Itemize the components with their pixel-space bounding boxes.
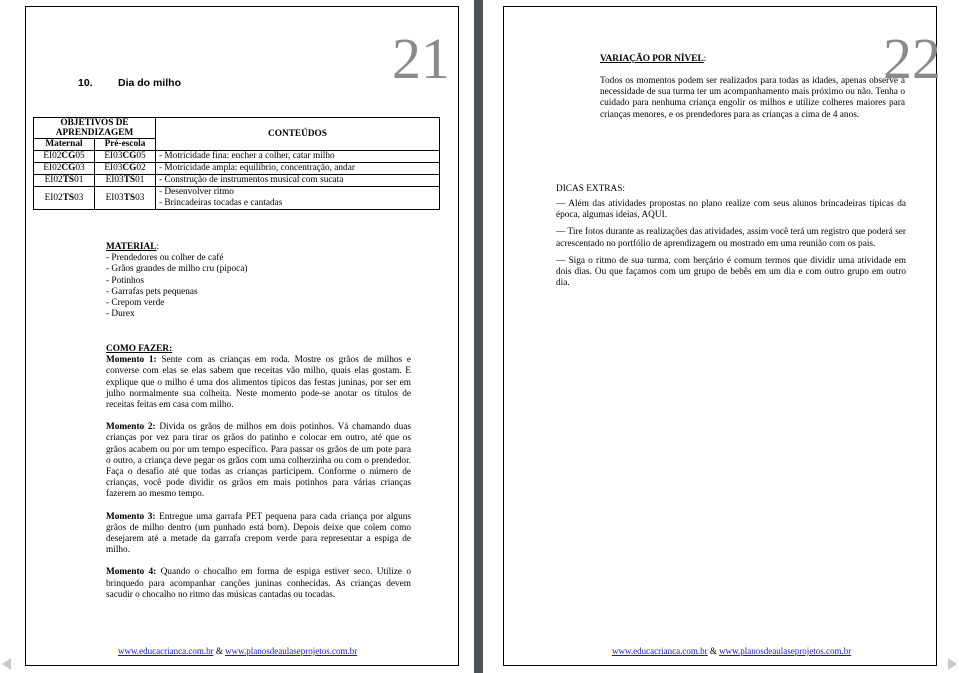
- preescola-code: EI03TS01: [95, 175, 156, 187]
- material-heading: MATERIAL:: [106, 242, 160, 252]
- footer-link-educacrianca[interactable]: www.educacrianca.com.br: [612, 646, 708, 656]
- moment-paragraph: Momento 4: Quando o chocalho em forma de espiga estiver seco. Utilize o brinquedo para acompanhar canções juninas conhecidas. As crianças devem sacudir o chocalho no ritmo das músicas cantadas ou tocadas.: [106, 567, 411, 600]
- page-gap-bar: [474, 0, 483, 673]
- list-item: — Além das atividades propostas no plano realize com seus alunos brincadeiras típicas da época, algumas ideias, AQUI.: [556, 199, 906, 221]
- preescola-code: EI03TS03: [95, 187, 156, 210]
- page-footer: www.educacrianca.com.br & www.planosdeaulaseprojetos.com.br: [612, 646, 852, 656]
- dicas-heading: DICAS EXTRAS:: [556, 184, 625, 194]
- table-row: [34, 175, 440, 187]
- page-number: 21: [392, 26, 450, 91]
- table-row: [34, 163, 440, 175]
- moment-paragraph: Momento 3: Entregue uma garrafa PET pequena para cada criança por alguns grãos de milho dentro (um punhado está bom). Depois deixe que colem como desejarem até a metade da garrafa crepom verde para representar a espiga de milho.: [106, 511, 411, 556]
- header-maternal: Maternal: [34, 139, 95, 151]
- header-preescola: Pré-escola: [95, 139, 156, 151]
- footer-link-educacrianca[interactable]: www.educacrianca.com.br: [118, 646, 214, 656]
- table-row: [34, 187, 440, 210]
- list-item: - Durex: [106, 309, 135, 320]
- maternal-code: EI02TS03: [34, 187, 95, 210]
- preescola-code: EI03CG05: [95, 151, 156, 163]
- content-cell: - Motricidade ampla: equilíbrio, concentração, andar: [156, 163, 440, 175]
- preescola-code: EI03CG02: [95, 163, 156, 175]
- maternal-code: EI02TS01: [34, 175, 95, 187]
- variacao-heading: VARIAÇÃO POR NÍVEL:: [600, 54, 707, 64]
- footer-link-planosdeaula[interactable]: www.planosdeaulaseprojetos.com.br: [719, 646, 852, 656]
- section-title-text: Dia do milho: [118, 77, 181, 89]
- list-item: — Siga o ritmo de sua turma, com berçário é comum termos que dividir uma atividade em dois dias. Ou que façamos com um grupo de bebês em um dia e com outro grupo em outro dia.: [556, 255, 906, 289]
- content-cell: - Motricidade fina: encher a colher, catar milho: [156, 151, 440, 163]
- page-footer: www.educacrianca.com.br & www.planosdeaulaseprojetos.com.br: [118, 646, 358, 656]
- maternal-code: EI02CG05: [34, 151, 95, 163]
- header-conteudos: CONTEÚDOS: [156, 118, 440, 151]
- header-objetivos: OBJETIVOS DE APRENDIZAGEM: [34, 118, 156, 139]
- section-title: [78, 77, 181, 89]
- list-item: — Tire fotos durante as realizações das atividades, assim você terá um registro que poderá ser acrescentado no portfólio de aprendizagem ou mostrado em uma reunião com os pais.: [556, 227, 906, 249]
- list-item: - Grãos grandes de milho cru (pipoca): [106, 264, 248, 275]
- dicas-list: [556, 199, 906, 289]
- content-cell: - Desenvolver ritmo - Brincadeiras tocadas e cantadas: [156, 187, 440, 210]
- page-number: 22: [883, 26, 941, 91]
- moment-paragraph: Momento 2: Divida os grãos de milhos em dois potinhos. Vá chamando duas crianças por vez para tirar os grãos do patinho e colocar em outro, até que os grãos acabem ou por um tempo específico. Para passar os grãos de um pote para o outro, a criança deve pegar os grãos com uma colherzinha ou com o prendedor. Faça o desafio até que todas as crianças participem. Conforme o número de crianças, você pode dividir os grãos em mais potinhos para várias crianças fazerem ao mesmo tempo.: [106, 422, 412, 500]
- como-fazer-section: [106, 344, 411, 601]
- table-row: [34, 151, 440, 163]
- list-item: - Crepom verde: [106, 298, 165, 309]
- page-21: [0, 0, 474, 673]
- table-header-row: [34, 118, 440, 139]
- list-item: - Potinhos: [106, 275, 144, 286]
- list-item: - Prendedores ou colher de café: [106, 253, 224, 264]
- objectives-table: [33, 117, 440, 210]
- scroll-left-arrow-icon[interactable]: [2, 658, 11, 670]
- variacao-paragraph: Todos os momentos podem ser realizados para todas as idades, apenas observe a necessidade de sua turma ter um acompanhamento mais próximo ou não. Tenha o cuidado para nenhuma criança engolir os milhos e utilize colheres maiores para crianças menores, e os prendedores para as crianças a cima de 4 anos.: [600, 76, 905, 120]
- material-section: [106, 242, 411, 320]
- section-number: 10.: [78, 77, 93, 89]
- scroll-right-arrow-icon[interactable]: [948, 658, 957, 670]
- maternal-code: EI02CG03: [34, 163, 95, 175]
- content-cell: - Construção de instrumentos musical com sucata: [156, 175, 440, 187]
- footer-link-planosdeaula[interactable]: www.planosdeaulaseprojetos.com.br: [225, 646, 358, 656]
- moment-paragraph: Momento 1: Sente com as crianças em roda. Mostre os grãos de milhos e converse com elas se elas sabem que receitas vão milho, quais elas gostam. E explique que o milho é uma dos alimentos típicos das festas juninas, por ser em julho normalmente sua colheita. Neste momento pode-se anotar os títulos de receitas feitas em casa com milho.: [106, 355, 411, 411]
- list-item: - Garrafas pets pequenas: [106, 286, 198, 297]
- como-fazer-heading: COMO FAZER:: [106, 344, 173, 354]
- page-22: [483, 0, 959, 673]
